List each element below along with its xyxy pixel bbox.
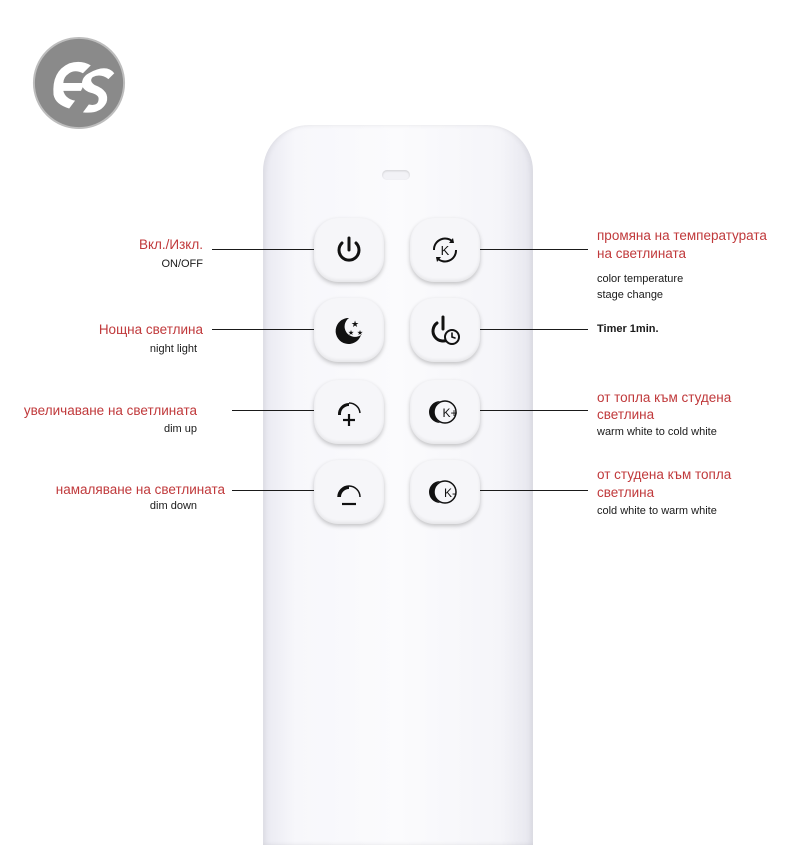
label-dim-up-en: dim up xyxy=(163,423,197,435)
leader-line-cold-warm xyxy=(480,490,588,491)
label-warm-cold-bg-2: светлина xyxy=(597,407,655,422)
label-temperature-bg-1: промяна на температурата xyxy=(597,228,767,243)
label-temperature-en-1: color temperature xyxy=(597,273,684,285)
dim-up-button[interactable] xyxy=(314,380,384,444)
dim-down-button[interactable] xyxy=(314,460,384,524)
color-temperature-cycle-icon xyxy=(425,230,465,270)
label-temperature-bg-2: на светлината xyxy=(597,246,687,261)
label-warm-cold-en: warm white to cold white xyxy=(597,426,717,438)
power-icon xyxy=(329,230,369,270)
svg-text:K: K xyxy=(440,243,450,258)
leader-line-power xyxy=(212,249,314,250)
leader-line-warm-cold xyxy=(480,410,588,411)
leader-line-timer xyxy=(480,329,588,330)
label-power-en: ON/OFF xyxy=(161,258,203,270)
leader-line-night xyxy=(212,329,314,330)
remote-control-body xyxy=(263,125,533,845)
night-light-button[interactable] xyxy=(314,298,384,362)
label-power-bg: Вкл./Изкл. xyxy=(138,237,203,252)
power-button[interactable] xyxy=(314,218,384,282)
svg-text:★: ★ xyxy=(347,329,355,337)
svg-text:K+: K+ xyxy=(442,406,458,420)
label-cold-warm-bg-2: светлина xyxy=(597,485,655,500)
dim-down-icon xyxy=(329,472,369,512)
label-dim-down-bg: намаляване на светлината xyxy=(55,482,225,497)
power-timer-icon xyxy=(425,310,465,350)
label-warm-cold-bg-1: от топла към студена xyxy=(597,390,732,405)
indicator-led xyxy=(382,170,410,180)
leader-line-dim-down xyxy=(232,490,314,491)
label-timer-en: Timer 1min. xyxy=(597,323,659,335)
label-dim-up-bg: увеличаване на светлината xyxy=(23,403,197,418)
leader-line-dim-up xyxy=(232,410,314,411)
label-night-bg: Нощна светлина xyxy=(98,322,203,337)
label-dim-down-en: dim down xyxy=(149,500,197,512)
moon-stars-icon xyxy=(329,310,369,350)
cold-to-warm-button[interactable] xyxy=(410,460,480,524)
label-temperature-en-2: stage change xyxy=(597,289,664,301)
svg-text:★: ★ xyxy=(356,329,364,337)
svg-text:★: ★ xyxy=(350,320,360,330)
svg-text:K-: K- xyxy=(444,486,456,500)
dim-up-icon xyxy=(329,392,369,432)
label-cold-warm-en: cold white to warm white xyxy=(597,505,717,517)
timer-button[interactable] xyxy=(410,298,480,362)
moon-k-minus-icon xyxy=(425,472,465,512)
moon-k-plus-icon xyxy=(425,392,465,432)
label-cold-warm-bg-1: от студена към топла xyxy=(597,467,732,482)
warm-to-cold-button[interactable] xyxy=(410,380,480,444)
leader-line-temperature xyxy=(480,249,588,250)
color-temperature-button[interactable] xyxy=(410,218,480,282)
label-night-en: night light xyxy=(149,343,197,355)
es-logo-icon xyxy=(30,34,128,132)
